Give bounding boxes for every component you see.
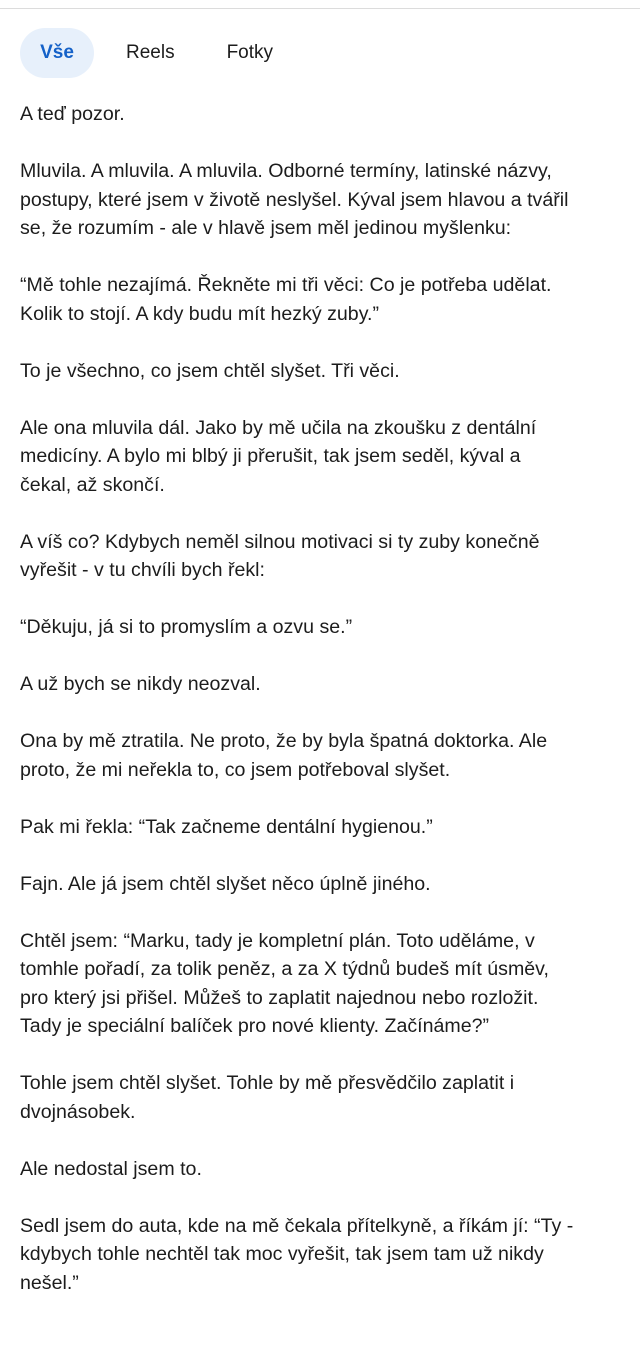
tab-reels[interactable]: Reels	[126, 42, 175, 63]
post-paragraph: Ale nedostal jsem to.	[20, 1157, 202, 1180]
post-paragraph: Ona by mě ztratila. Ne proto, že by byla špatná doktorka. Ale proto, že mi neřekla to, co jsem potřeboval slyšet.	[20, 730, 548, 781]
post-paragraph: Tohle jsem chtěl slyšet. Tohle by mě přesvědčilo zaplatit i dvojnásobek.	[20, 1072, 515, 1123]
filter-tabs	[20, 28, 273, 78]
post-paragraph: A teď pozor.	[20, 103, 125, 125]
post-paragraph: A už bych se nikdy neozval.	[20, 673, 261, 695]
post-text	[20, 100, 640, 1326]
tab-all[interactable]: Vše	[20, 28, 94, 78]
post-paragraph: Fajn. Ale já jsem chtěl slyšet něco úplně jiného.	[20, 872, 431, 895]
post-paragraph: Pak mi řekla: “Tak začneme dentální hygienou.”	[20, 815, 433, 838]
post-paragraph: Mluvila. A mluvila. A mluvila. Odborné termíny, latinské názvy, postupy, které jsem v životě neslyšel. Kýval jsem hlavou a tvářil se, že rozumím - ale v hlavě jsem měl jedinou myšlenku:	[20, 160, 569, 239]
post-paragraph: A víš co? Kdybych neměl silnou motivaci si ty zuby konečně vyřešit - v tu chvíli bych řekl:	[20, 530, 540, 581]
top-divider	[0, 8, 640, 9]
post-paragraph: Sedl jsem do auta, kde na mě čekala přítelkyně, a říkám jí: “Ty - kdybych tohle nechtěl tak moc vyřešit, tak jsem tam už nikdy nešel.”	[20, 1214, 574, 1294]
post-paragraph: “Děkuju, já si to promyslím a ozvu se.”	[20, 616, 353, 638]
post-paragraph: Chtěl jsem: “Marku, tady je kompletní plán. Toto uděláme, v tomhle pořadí, za tolik peněz, a za X týdnů budeš mít úsměv, pro který jsi přišel. Můžeš to zaplatit najednou nebo rozložit. Tady je speciální balíček pro nové klienty. Začínáme?”	[20, 929, 549, 1037]
post-paragraph: Ale ona mluvila dál. Jako by mě učila na zkoušku z dentální medicíny. A bylo mi blbý ji přerušit, tak jsem seděl, kýval a čekal, až skončí.	[20, 416, 537, 496]
tab-photos[interactable]: Fotky	[226, 42, 274, 63]
post-paragraph: “Mě tohle nezajímá. Řekněte mi tři věci: Co je potřeba udělat. Kolik to stojí. A kdy budu mít hezký zuby.”	[20, 274, 552, 325]
post-paragraph: To je všechno, co jsem chtěl slyšet. Tři věci.	[20, 359, 400, 382]
